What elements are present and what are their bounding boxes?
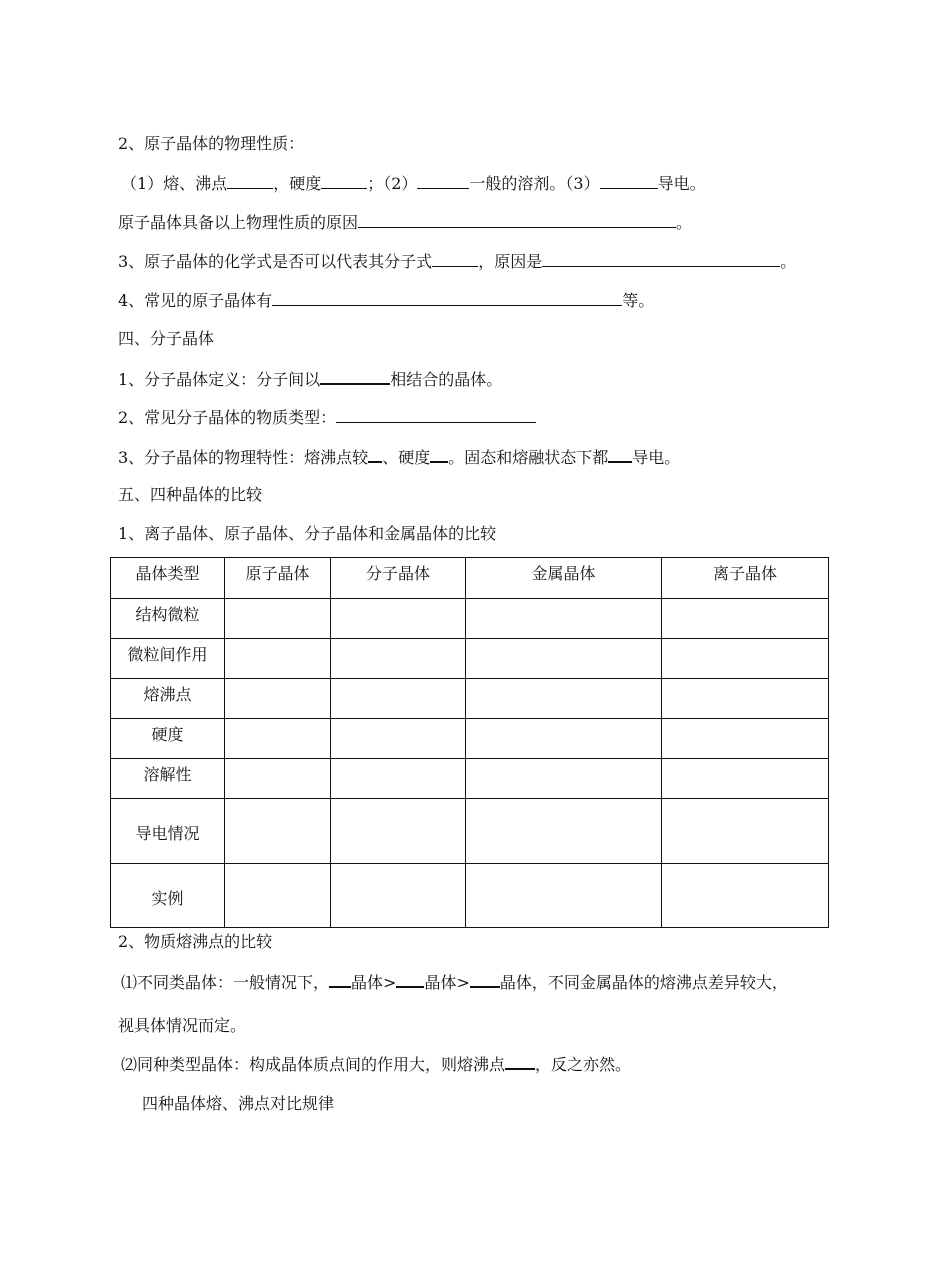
table-cell[interactable] [662,759,829,799]
table-cell[interactable] [466,639,662,679]
row-label: 熔沸点 [111,679,225,719]
table-cell[interactable] [331,864,466,928]
row-label: 硬度 [111,719,225,759]
different-crystal-types-line: ⑴不同类晶体：一般情况下， 晶体> 晶体> 晶体，不同金属晶体的熔沸点差异较大， [121,970,788,994]
table-cell[interactable] [225,799,331,864]
formula-question-line: 3、原子晶体的化学式是否可以代表其分子式 ，原因是 。 [118,252,797,271]
table-cell[interactable] [466,679,662,719]
table-cell[interactable] [662,639,829,679]
table-row [111,864,829,928]
blank-conduct[interactable] [608,445,632,463]
table-cell[interactable] [331,759,466,799]
row-label: 结构微粒 [111,599,225,639]
different-crystal-types-continuation: 视具体情况而定。 [118,1016,247,1035]
atomic-crystal-properties-title: 2、原子晶体的物理性质： [118,134,305,153]
table-cell[interactable] [662,679,829,719]
crystal-comparison-table [110,557,829,928]
table-cell[interactable] [331,679,466,719]
table-header-cell: 原子晶体 [225,558,331,599]
table-cell[interactable] [466,799,662,864]
table-cell[interactable] [662,799,829,864]
blank-crystal-type-3[interactable] [470,970,500,988]
melting-rule-title: 四种晶体熔、沸点对比规律 [142,1094,335,1113]
row-label: 溶解性 [111,759,225,799]
comparison-title: 1、离子晶体、原子晶体、分子晶体和金属晶体的比较 [118,524,497,543]
molecular-crystal-properties: 3、分子晶体的物理特性：熔沸点较 、硬度 。固态和熔融状态下都 导电。 [118,445,680,469]
blank-conductivity[interactable] [600,172,658,189]
table-header-cell: 晶体类型 [111,558,225,599]
table-row [111,679,829,719]
table-row [111,799,829,864]
table-cell[interactable] [225,679,331,719]
table-cell[interactable] [225,719,331,759]
table-row [111,759,829,799]
table-cell[interactable] [662,864,829,928]
molecular-crystal-types: 2、常见分子晶体的物质类型： [118,406,536,429]
table-cell[interactable] [225,599,331,639]
blank-hardness[interactable] [321,172,367,189]
table-row [111,639,829,679]
molecular-crystal-definition: 1、分子晶体定义：分子间以 相结合的晶体。 [118,367,502,391]
table-row [111,719,829,759]
row-label: 实例 [111,864,225,928]
blank-reason[interactable] [358,211,676,228]
blank-formula-reason[interactable] [542,250,780,267]
reason-line: 原子晶体具备以上物理性质的原因 。 [118,213,693,232]
table-row [111,599,829,639]
blank-intermolecular-force[interactable] [320,367,390,385]
row-label: 微粒间作用 [111,639,225,679]
table-cell[interactable] [466,599,662,639]
table-cell[interactable] [466,719,662,759]
table-cell[interactable] [225,864,331,928]
table-cell[interactable] [662,599,829,639]
row-label: 导电情况 [111,799,225,864]
blank-solvent[interactable] [417,172,469,189]
table-cell[interactable] [331,599,466,639]
blank-formula-yesno[interactable] [432,250,478,267]
blank-common-atomic-crystals[interactable] [272,289,622,306]
common-atomic-crystals-line: 4、常见的原子晶体有 等。 [118,291,655,310]
section-five-heading: 五、四种晶体的比较 [118,485,263,504]
table-cell[interactable] [331,639,466,679]
section-four-heading: 四、分子晶体 [118,329,215,348]
blank-melting-point[interactable] [227,172,273,189]
blank-hardness-level[interactable] [430,445,448,463]
table-header-cell: 分子晶体 [331,558,466,599]
table-cell[interactable] [662,719,829,759]
blank-crystal-type-1[interactable] [329,970,351,988]
table-cell[interactable] [225,639,331,679]
blank-substance-types[interactable] [336,406,536,423]
table-cell[interactable] [225,759,331,799]
table-header-cell: 金属晶体 [466,558,662,599]
table-cell[interactable] [466,759,662,799]
table-cell[interactable] [466,864,662,928]
blank-melting-level[interactable] [368,445,382,463]
blank-crystal-type-2[interactable] [396,970,424,988]
same-crystal-type-line: ⑵同种类型晶体：构成晶体质点间的作用大，则熔沸点 ，反之亦然。 [121,1052,631,1076]
blank-melting-result[interactable] [505,1052,535,1070]
table-header-cell: 离子晶体 [662,558,829,599]
melting-comparison-title: 2、物质熔沸点的比较 [118,932,273,951]
table-header-row [111,558,829,599]
table-cell[interactable] [331,719,466,759]
atomic-crystal-properties-line: （1）熔、沸点 ，硬度 ；（2） 一般的溶剂。（3） 导电。 [121,174,706,193]
table-cell[interactable] [331,799,466,864]
